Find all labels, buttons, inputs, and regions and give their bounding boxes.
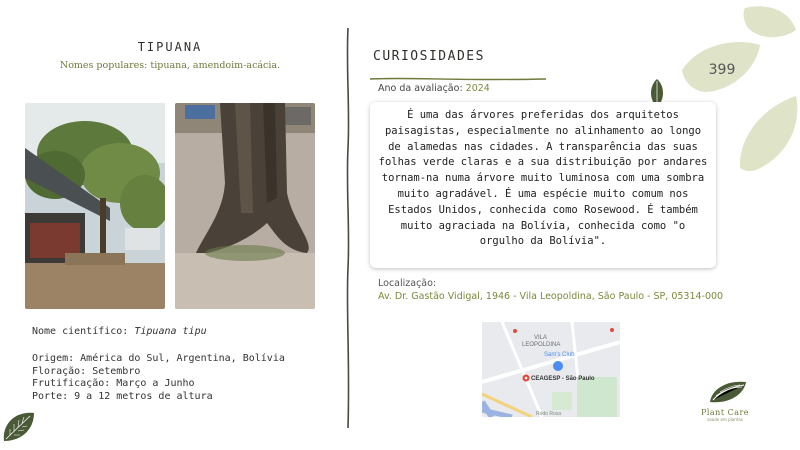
map-district-label-2: LEOPOLDINA: [522, 342, 561, 348]
tree-canopy-photo: [25, 103, 165, 309]
species-title: TIPUANA: [137, 40, 203, 54]
scientific-name-label: Nome científico:: [32, 326, 135, 337]
scientific-name-line: [32, 326, 207, 337]
location-map[interactable]: [482, 322, 620, 417]
leaf-icon: [0, 405, 36, 445]
map-district-label: VILA: [534, 335, 548, 341]
brand-name: Plant Care: [700, 408, 750, 417]
assessment-number: 399: [708, 62, 736, 78]
assessment-year: [378, 83, 490, 94]
size-text: Porte: 9 a 12 metros de altura: [32, 390, 213, 402]
scientific-name: Tipuana tipu: [134, 326, 207, 337]
tree-trunk-photo: [175, 103, 315, 309]
heading-underline: [370, 66, 546, 70]
map-road-label: Rodo Rosa: [536, 411, 562, 417]
species-facts: [32, 353, 285, 403]
brand-logo: [690, 378, 760, 448]
plant-care-logo-icon: [700, 378, 750, 406]
year-value: 2024: [465, 83, 490, 94]
fruiting-text: Frutificação: Março a Junho: [32, 378, 195, 389]
brand-tagline: saúde em plantas: [707, 417, 743, 422]
curiosities-card: [370, 102, 716, 268]
flowering-text: Floração: Setembro: [32, 365, 141, 377]
map-place-label: CEAGESP - São Paulo: [531, 376, 595, 382]
popular-names: Nomes populares: tipuana, amendoim-acácia.: [59, 60, 281, 71]
origin-text: Origem: América do Sul, Argentina, Bolívia: [32, 353, 285, 364]
location-address: Av. Dr. Gastão Vidigal, 1946 - Vila Leopoldina, São Paulo - SP, 05314-000: [378, 291, 724, 302]
curiosities-heading: CURIOSIDADES: [373, 49, 485, 64]
map-store-label: Sam's Club: [544, 352, 575, 358]
year-label: Ano da avaliação:: [378, 83, 466, 94]
location-label: Localização:: [378, 278, 437, 289]
column-divider: [344, 28, 352, 428]
curiosities-text: É uma das árvores preferidas dos arquitetos paisagistas, especialmente no alinhamento ao longo de alamedas nas cidades. A transparência das suas folhas verde claras e a sua distribuição por andares tornam-na numa árvore muito luminosa com uma sombra muito agradável. É uma espécie muito comum nos Estados Unidos, conhecida como Rosewood. É também muito agraciada na Bolívia, conhecida como "o orgulho da Bolívia".: [378, 109, 708, 248]
